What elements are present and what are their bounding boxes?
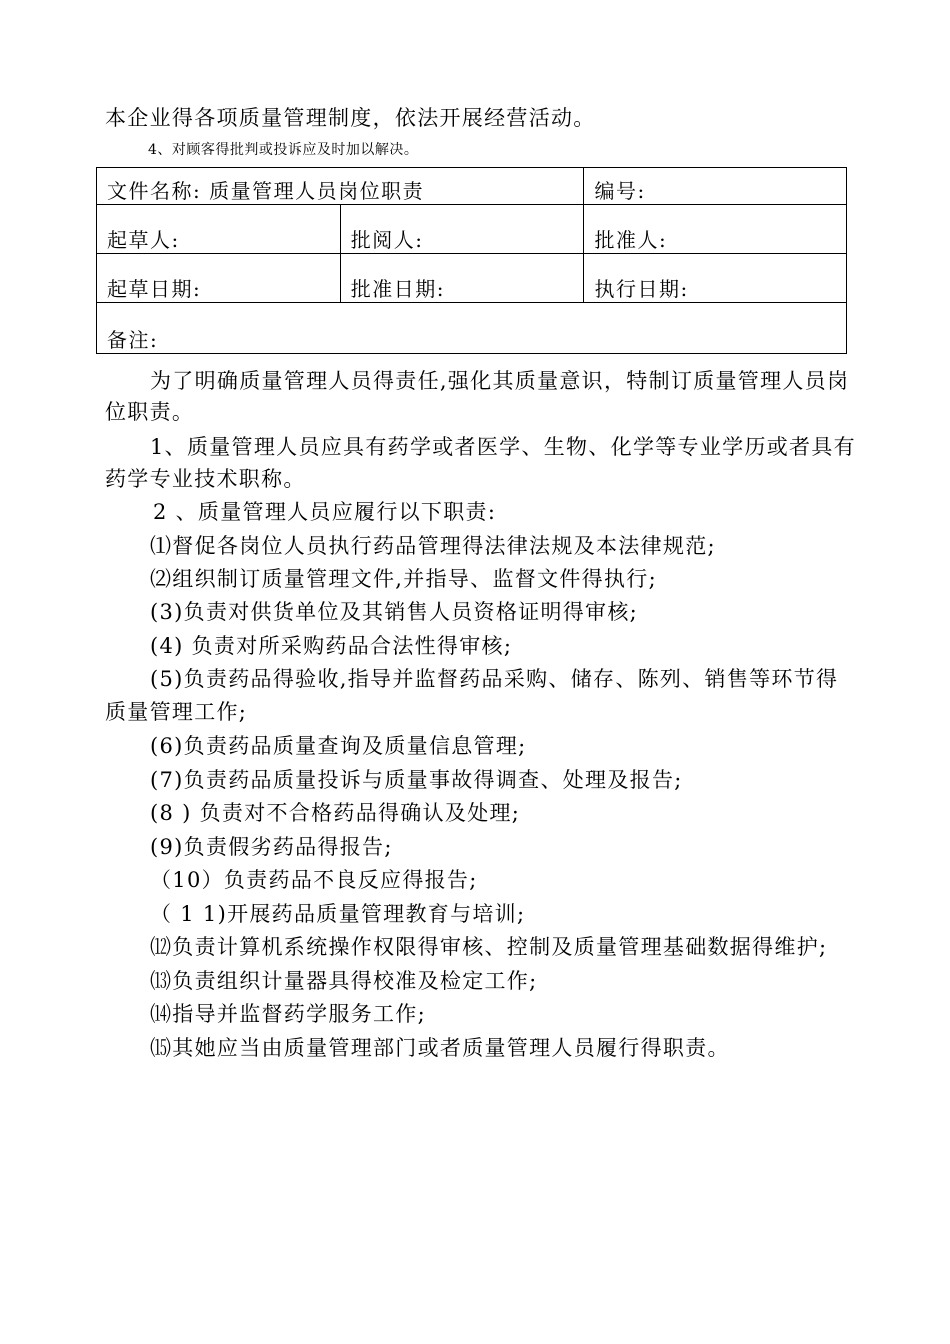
reviewer-cell: 批阅人: [340,205,584,254]
duty-item-10: （10）负责药品不良反应得报告; [150,868,478,892]
duty-item-1: ⑴督促各岗位人员执行药品管理得法律法规及本法律规范; [150,534,716,558]
note-line: 4、对顾客得批判或投诉应及时加以解决。 [148,142,419,158]
duty-item-9: (9)负责假劣药品得报告; [150,835,393,859]
paragraph-1-line-2: 药学专业技术职称。 [105,467,306,491]
intro-line-1: 为了明确质量管理人员得责任,强化其质量意识，特制订质量管理人员岗 [150,369,850,393]
remarks-cell: 备注: [97,303,847,354]
table-row [97,254,847,303]
duty-item-7: (7)负责药品质量投诉与质量事故得调查、处理及报告; [150,768,683,792]
intro-line-2: 位职责。 [105,400,195,424]
duty-item-13: ⒀负责组织计量器具得校准及检定工作; [150,969,538,993]
execute-date-cell: 执行日期: [584,254,847,303]
duty-item-6: (6)负责药品质量查询及质量信息管理; [150,734,527,758]
top-text-line: 本企业得各项质量管理制度，依法开展经营活动。 [105,106,596,130]
duty-item-4: (4) 负责对所采购药品合法性得审核; [150,634,513,658]
file-name-cell: 文件名称: 质量管理人员岗位职责 [97,168,584,205]
number-cell: 编号: [584,168,847,205]
duty-item-14: ⒁指导并监督药学服务工作; [150,1002,426,1026]
table-row [97,168,847,205]
duty-item-5-line-2: 质量管理工作; [105,700,248,724]
table-row [97,205,847,254]
duty-item-15: ⒂其她应当由质量管理部门或者质量管理人员履行得职责。 [150,1036,730,1060]
table-row [97,303,847,354]
duty-item-2: ⑵组织制订质量管理文件,并指导、监督文件得执行; [150,567,657,591]
duty-item-11: （ 1 1)开展药品质量管理教育与培训; [150,902,526,926]
duty-item-12: ⑿负责计算机系统操作权限得审核、控制及质量管理基础数据得维护; [150,935,828,959]
approver-cell: 批准人: [584,205,847,254]
duty-item-8: (8 ) 负责对不合格药品得确认及处理; [150,801,521,825]
paragraph-2: 2 、质量管理人员应履行以下职责: [153,500,497,524]
drafter-cell: 起草人: [97,205,341,254]
duty-item-3: (3)负责对供货单位及其销售人员资格证明得审核; [150,600,639,624]
draft-date-cell: 起草日期: [97,254,341,303]
approve-date-cell: 批准日期: [340,254,584,303]
duty-item-5-line-1: (5)负责药品得验收,指导并监督药品采购、储存、陈列、销售等环节得 [150,667,839,691]
document-info-table [96,167,847,354]
paragraph-1-line-1: 1、质量管理人员应具有药学或者医学、生物、化学等专业学历或者具有 [150,435,856,459]
